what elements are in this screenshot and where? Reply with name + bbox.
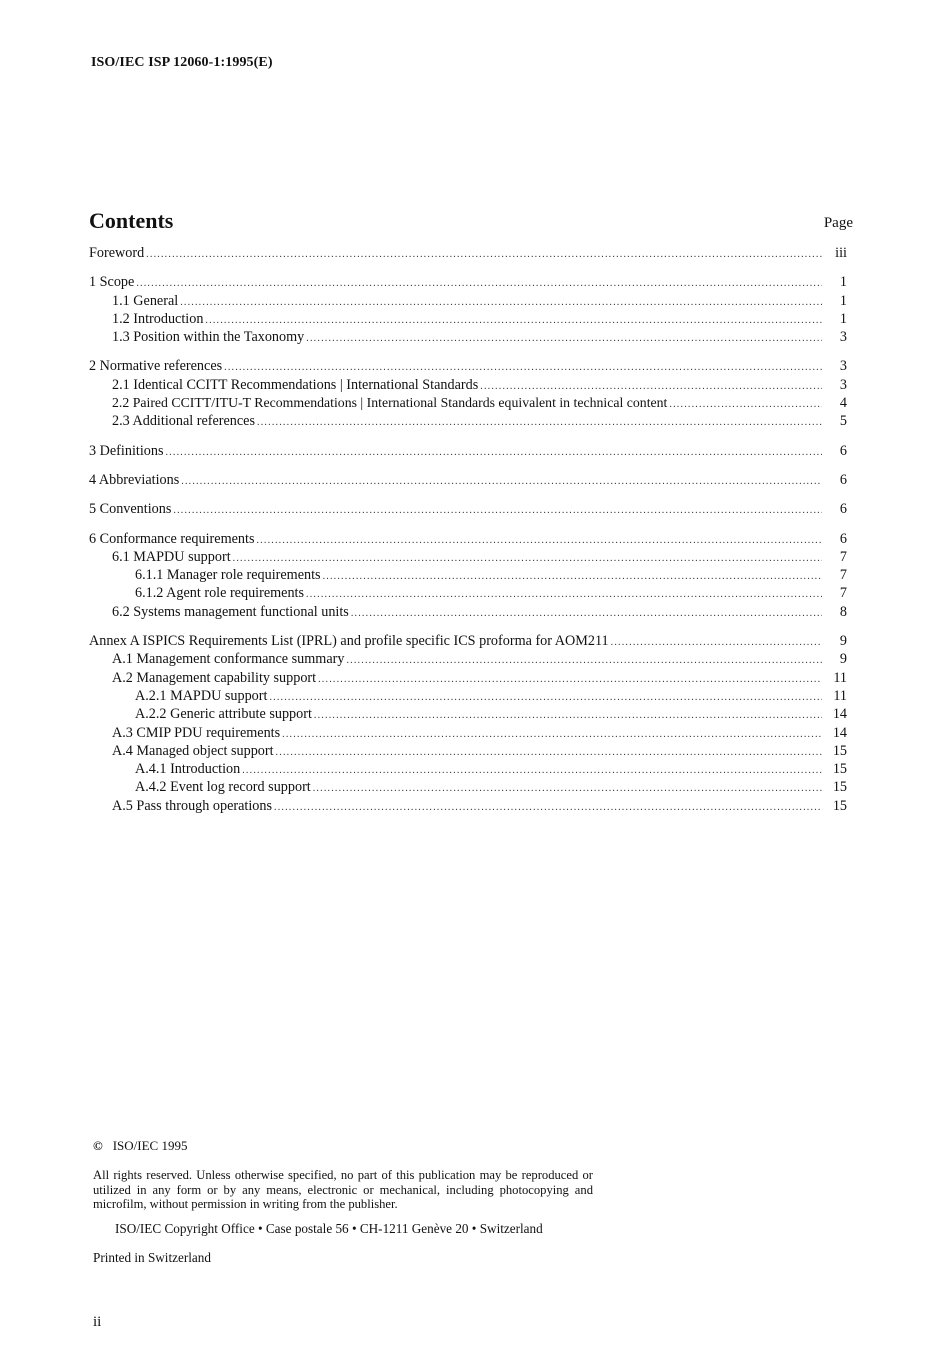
toc-entry-title: 4 Abbreviations bbox=[89, 471, 180, 488]
dot-leader bbox=[611, 634, 822, 652]
toc-entry-a42[interactable] bbox=[89, 778, 849, 796]
toc-entry-page: 4 bbox=[839, 395, 847, 412]
toc-entry-a21[interactable] bbox=[89, 687, 849, 705]
document-identifier: ISO/IEC ISP 12060-1:1995(E) bbox=[91, 55, 273, 70]
toc-entry-page: iii bbox=[835, 245, 847, 261]
toc-entry-page: 11 bbox=[833, 669, 847, 686]
dot-leader bbox=[318, 671, 822, 689]
toc-entry-page: 6 bbox=[839, 501, 847, 518]
toc-entry-title: A.2 Management capability support bbox=[112, 669, 317, 686]
toc-entry-title: 6.2 Systems management functional units bbox=[112, 603, 349, 620]
table-of-contents bbox=[89, 244, 849, 815]
toc-entry-a4[interactable] bbox=[89, 742, 849, 760]
dot-leader bbox=[269, 689, 822, 707]
toc-entry-title: 5 Conventions bbox=[89, 501, 172, 518]
toc-entry-title: A.1 Management conformance summary bbox=[112, 651, 345, 668]
toc-entry-title: 2.2 Paired CCITT/ITU-T Recommendations | International Standards equivalent in technical content bbox=[112, 395, 668, 411]
toc-entry-general[interactable] bbox=[89, 292, 849, 310]
toc-entry-additional-references[interactable] bbox=[89, 412, 849, 430]
toc-entry-page: 15 bbox=[832, 779, 847, 796]
toc-entry-page: 14 bbox=[832, 724, 847, 741]
dot-leader bbox=[323, 568, 822, 586]
toc-entry-mapdu-support[interactable] bbox=[89, 548, 849, 566]
toc-entry-page: 1 bbox=[839, 292, 847, 309]
copyright-holder: ISO/IEC 1995 bbox=[112, 1138, 188, 1153]
dot-leader bbox=[233, 550, 822, 568]
toc-entry-foreword[interactable] bbox=[89, 244, 849, 262]
dot-leader bbox=[256, 532, 822, 550]
toc-entry-a1[interactable] bbox=[89, 650, 849, 668]
dot-leader bbox=[669, 396, 822, 414]
toc-entry-paired-ccitt[interactable] bbox=[89, 394, 849, 412]
dot-leader bbox=[282, 726, 822, 744]
toc-entry-page: 1 bbox=[839, 274, 847, 291]
toc-entry-page: 3 bbox=[839, 329, 847, 346]
toc-entry-page: 6 bbox=[839, 530, 847, 547]
toc-entry-title: 6 Conformance requirements bbox=[89, 530, 255, 547]
dot-leader bbox=[181, 473, 822, 491]
toc-entry-page: 8 bbox=[839, 603, 847, 620]
toc-entry-functional-units[interactable] bbox=[89, 603, 849, 621]
toc-entry-page: 3 bbox=[839, 376, 847, 393]
toc-entry-agent-role[interactable] bbox=[89, 584, 849, 602]
toc-entry-title: A.4.2 Event log record support bbox=[135, 779, 311, 796]
toc-entry-identical-ccitt[interactable] bbox=[89, 376, 849, 394]
toc-entry-abbreviations[interactable] bbox=[89, 471, 849, 489]
toc-entry-title: A.3 CMIP PDU requirements bbox=[112, 724, 281, 741]
dot-leader bbox=[136, 275, 822, 293]
printed-location: Printed in Switzerland bbox=[93, 1249, 211, 1265]
toc-entry-title: 1.2 Introduction bbox=[112, 310, 204, 327]
toc-entry-a3[interactable] bbox=[89, 724, 849, 742]
dot-leader bbox=[242, 762, 822, 780]
toc-entry-a22[interactable] bbox=[89, 705, 849, 723]
dot-leader bbox=[313, 780, 822, 798]
toc-entry-annex-a[interactable] bbox=[89, 632, 849, 650]
toc-entry-page: 3 bbox=[839, 358, 847, 375]
rights-statement: All rights reserved. Unless otherwise specified, no part of this publication may be reproduced or utilized in any form or by any means, electronic or mechanical, including photocopying and microfilm, without permission in writing from the publisher. bbox=[93, 1168, 593, 1212]
toc-entry-definitions[interactable] bbox=[89, 442, 849, 460]
toc-entry-page: 15 bbox=[832, 797, 847, 814]
toc-entry-title: A.2.1 MAPDU support bbox=[135, 687, 268, 704]
toc-entry-title: 2 Normative references bbox=[89, 358, 223, 375]
toc-entry-a5[interactable] bbox=[89, 797, 849, 815]
toc-entry-scope[interactable] bbox=[89, 273, 849, 291]
toc-entry-page: 11 bbox=[833, 687, 847, 704]
toc-entry-page: 6 bbox=[839, 471, 847, 488]
toc-entry-page: 9 bbox=[839, 651, 847, 668]
toc-entry-title: 6.1 MAPDU support bbox=[112, 548, 231, 565]
toc-entry-introduction[interactable] bbox=[89, 310, 849, 328]
toc-entry-title: 6.1.1 Manager role requirements bbox=[135, 567, 321, 584]
toc-entry-position-taxonomy[interactable] bbox=[89, 328, 849, 346]
dot-leader bbox=[173, 502, 822, 520]
toc-entry-title: A.2.2 Generic attribute support bbox=[135, 706, 312, 723]
copyright-notice bbox=[93, 1138, 593, 1266]
copyright-office-address: ISO/IEC Copyright Office • Case postale 56 • CH-1211 Genève 20 • Switzerland bbox=[115, 1220, 543, 1236]
toc-entry-page: 9 bbox=[839, 633, 847, 650]
toc-entry-title: A.4.1 Introduction bbox=[135, 761, 241, 778]
contents-title: Contents bbox=[89, 208, 174, 233]
toc-entry-title: Annex A ISPICS Requirements List (IPRL) and profile specific ICS proforma for AOM211 bbox=[89, 633, 609, 650]
toc-entry-manager-role[interactable] bbox=[89, 566, 849, 584]
toc-entry-title: 1.1 General bbox=[112, 292, 179, 309]
toc-entry-title: 1 Scope bbox=[89, 274, 135, 291]
toc-entry-page: 6 bbox=[839, 442, 847, 459]
toc-entry-page: 15 bbox=[832, 742, 847, 759]
toc-entry-conventions[interactable] bbox=[89, 500, 849, 518]
toc-entry-a2[interactable] bbox=[89, 669, 849, 687]
dot-leader bbox=[346, 652, 822, 670]
toc-entry-page: 7 bbox=[839, 585, 847, 602]
copyright-line bbox=[93, 1138, 593, 1154]
toc-entry-title: 2.3 Additional references bbox=[112, 413, 256, 430]
dot-leader bbox=[180, 294, 822, 312]
dot-leader bbox=[274, 799, 822, 817]
contents-header bbox=[89, 208, 855, 238]
toc-entry-page: 14 bbox=[832, 706, 847, 723]
toc-entry-conformance-requirements[interactable] bbox=[89, 530, 849, 548]
dot-leader bbox=[314, 707, 822, 725]
toc-entry-a41[interactable] bbox=[89, 760, 849, 778]
dot-leader bbox=[257, 414, 822, 432]
toc-entry-page: 7 bbox=[839, 548, 847, 565]
toc-entry-title: 2.1 Identical CCITT Recommendations | International Standards bbox=[112, 376, 479, 393]
copyright-icon: © bbox=[93, 1138, 103, 1153]
toc-entry-page: 5 bbox=[839, 413, 847, 430]
page-column-label: Page bbox=[823, 215, 853, 231]
toc-entry-title: A.4 Managed object support bbox=[112, 742, 274, 759]
dot-leader bbox=[276, 744, 822, 762]
dot-leader bbox=[306, 586, 822, 604]
toc-entry-page: 1 bbox=[839, 310, 847, 327]
toc-entry-title: A.5 Pass through operations bbox=[112, 797, 272, 814]
toc-entry-title: 1.3 Position within the Taxonomy bbox=[112, 329, 305, 346]
dot-leader bbox=[146, 246, 822, 264]
toc-entry-title: Foreword bbox=[89, 245, 145, 261]
toc-entry-page: 15 bbox=[832, 761, 847, 778]
toc-entry-page: 7 bbox=[839, 567, 847, 584]
page-number: ii bbox=[93, 1314, 102, 1330]
toc-entry-title: 6.1.2 Agent role requirements bbox=[135, 585, 305, 602]
dot-leader bbox=[306, 330, 822, 348]
toc-entry-normative-references[interactable] bbox=[89, 357, 849, 375]
dot-leader bbox=[165, 444, 822, 462]
toc-entry-title: 3 Definitions bbox=[89, 442, 164, 459]
dot-leader bbox=[351, 605, 822, 623]
